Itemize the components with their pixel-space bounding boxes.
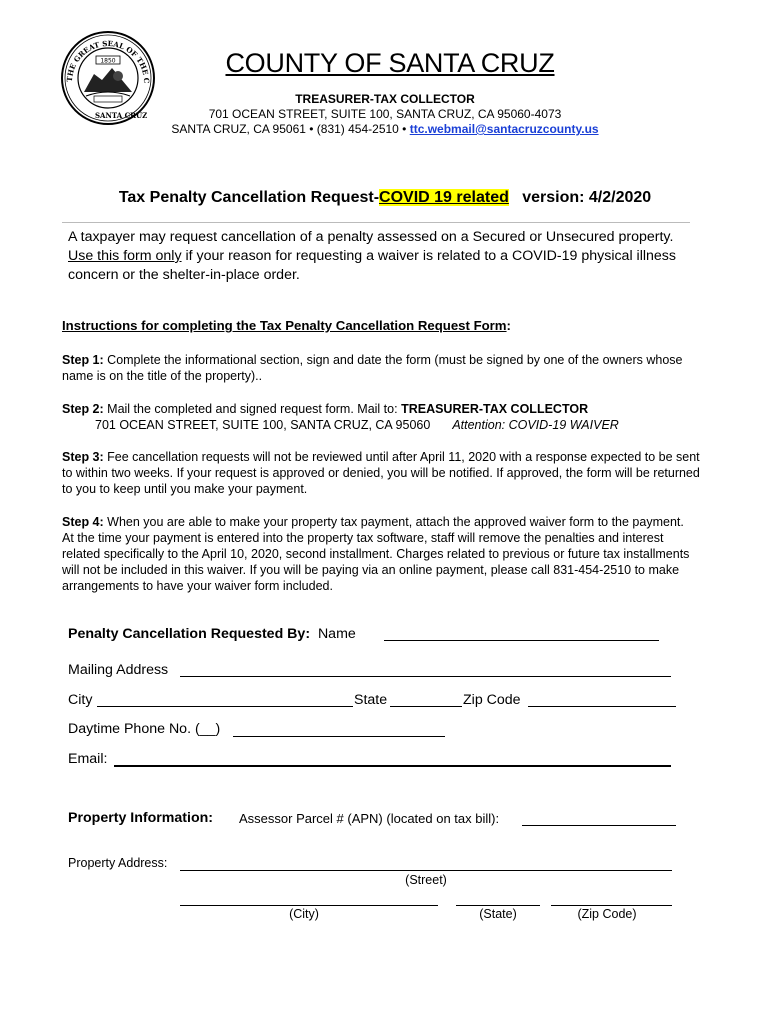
office-address: 701 OCEAN STREET, SUITE 100, SANTA CRUZ, CA 95060-4073 — [208, 107, 562, 121]
property-city-field[interactable] — [180, 905, 438, 906]
step-2-label: Step 2: — [62, 402, 104, 416]
requested-by-row — [68, 626, 356, 642]
property-zip-field[interactable] — [551, 905, 672, 906]
intro-text-2: if your reason for requesting a waiver is related to a COVID-19 physical illness concern or the shelter-in-place order. — [68, 248, 676, 283]
county-seal-logo — [60, 30, 156, 126]
svg-text:SANTA CRUZ: SANTA CRUZ — [95, 111, 148, 120]
step-4-text: When you are able to make your property tax payment, attach the approved waiver form to the payment. At the time your payment is entered into the property tax software, staff will remove the penalties and interest related specifically to the April 10, 2020, second installment. Charges related to previous or future tax installments will not be included in this waiver. If you will be paying via an online payment, please call 831-454-2510 to make arrangements to have your waiver form included. — [62, 515, 690, 593]
step-2-text: Mail the completed and signed request form. Mail to: — [103, 402, 402, 416]
state-label: State — [354, 692, 388, 708]
name-label: Name — [317, 626, 356, 642]
covid-highlight: COVID 19 related — [379, 189, 509, 206]
svg-text:THE GREAT SEAL OF THE COUNTY O: THE GREAT SEAL OF THE C — [64, 38, 152, 84]
city-label: City — [68, 692, 93, 708]
state-field[interactable] — [390, 706, 462, 707]
phone-field[interactable] — [233, 736, 445, 737]
property-state-field[interactable] — [456, 905, 540, 906]
contact-phone: SANTA CRUZ, CA 95061 • (831) 454-2510 • — [171, 122, 410, 136]
street-caption: (Street) — [405, 873, 447, 887]
zip-caption: (Zip Code) — [577, 907, 637, 921]
county-title: COUNTY OF SANTA CRUZ — [225, 48, 555, 78]
email-field[interactable] — [114, 765, 671, 767]
requested-by-label: Penalty Cancellation Requested By: — [68, 626, 311, 642]
intro-paragraph — [68, 228, 688, 285]
email-label: Email: — [68, 751, 108, 767]
svg-text:1850: 1850 — [100, 57, 116, 65]
instructions-colon: : — [506, 318, 511, 333]
form-title — [0, 189, 770, 207]
zip-label: Zip Code — [463, 692, 521, 708]
apn-label: Assessor Parcel # (APN) (located on tax bill): — [239, 811, 500, 826]
form-title-main: Tax Penalty Cancellation Request- — [118, 189, 380, 206]
step-2-recipient: TREASURER-TAX COLLECTOR — [401, 402, 589, 416]
mailing-address-label: Mailing Address — [68, 662, 169, 678]
phone-label: Daytime Phone No. (__) — [68, 721, 221, 737]
step-1-label: Step 1: — [62, 353, 104, 367]
step-3-text: Fee cancellation requests will not be reviewed until after April 11, 2020 with a response expected to be sent to within two weeks. If your request is approved or denied, you will be notified. If approved, the form will be returned to you to keep until you make your payment. — [62, 450, 700, 496]
step-3-label: Step 3: — [62, 450, 104, 464]
intro-underlined: Use this form only — [68, 248, 182, 264]
step-3 — [62, 449, 702, 497]
department-name: TREASURER-TAX COLLECTOR — [295, 92, 475, 106]
name-field[interactable] — [384, 640, 659, 641]
instructions-heading — [62, 318, 511, 333]
zip-field[interactable] — [528, 706, 676, 707]
step-2-attention: Attention: COVID-19 WAIVER — [452, 418, 619, 432]
apn-field[interactable] — [522, 825, 676, 826]
city-field[interactable] — [97, 706, 353, 707]
instructions-heading-text: Instructions for completing the Tax Penalty Cancellation Request Form — [62, 318, 507, 333]
property-street-field[interactable] — [180, 870, 672, 871]
contact-line — [150, 122, 620, 136]
step-1-text: Complete the informational section, sign and date the form (must be signed by one of the owners whose name is on the title of the property).. — [62, 353, 683, 383]
step-2 — [62, 401, 702, 433]
property-address-label: Property Address: — [68, 856, 168, 870]
email-link[interactable]: ttc.webmail@santacruzcounty.us — [409, 122, 599, 136]
step-4-label: Step 4: — [62, 515, 104, 529]
step-2-address: 701 OCEAN STREET, SUITE 100, SANTA CRUZ, CA 95060 — [95, 418, 431, 432]
intro-text-1: A taxpayer may request cancellation of a penalty assessed on a Secured or Unsecured property. — [68, 229, 674, 245]
state-caption: (State) — [479, 907, 517, 921]
step-1 — [62, 352, 702, 384]
mailing-address-field[interactable] — [180, 676, 671, 677]
form-version: version: 4/2/2020 — [508, 189, 652, 206]
divider — [62, 222, 690, 223]
property-info-label: Property Information: — [68, 810, 214, 826]
step-4 — [62, 514, 694, 594]
city-caption: (City) — [289, 907, 319, 921]
